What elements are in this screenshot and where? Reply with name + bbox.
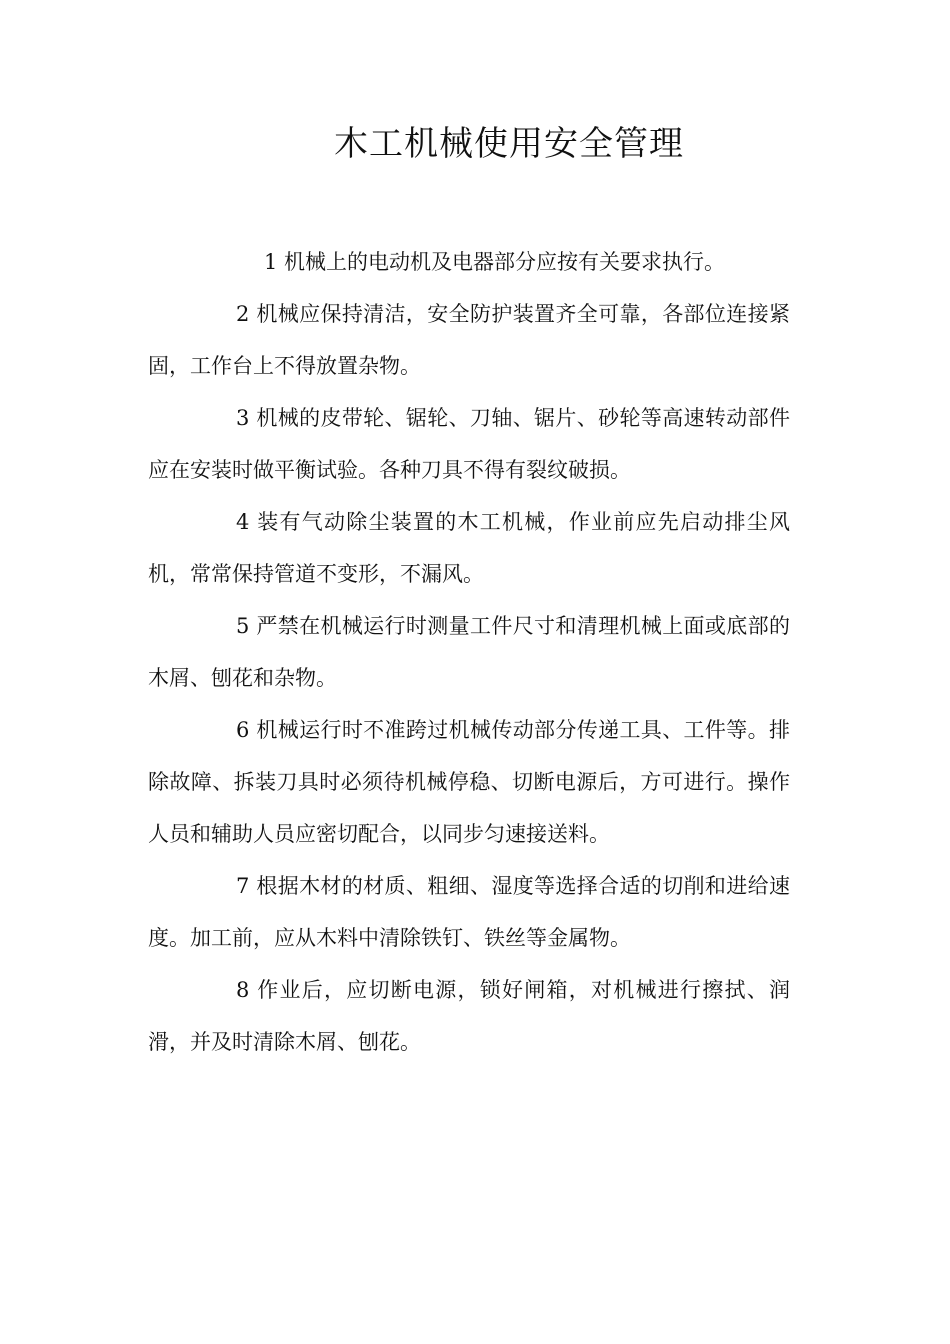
paragraph-3: 3 机械的皮带轮、锯轮、刀轴、锯片、砂轮等高速转动部件应在安装时做平衡试验。各种刀具不得有裂纹破损。 xyxy=(148,406,790,482)
paragraph-5: 5 严禁在机械运行时测量工件尺寸和清理机械上面或底部的木屑、刨花和杂物。 xyxy=(148,614,790,690)
paragraph-4: 4 装有气动除尘装置的木工机械，作业前应先启动排尘风机，常常保持管道不变形，不漏风。 xyxy=(148,510,790,586)
paragraph-7: 7 根据木材的材质、粗细、湿度等选择合适的切削和进给速度。加工前，应从木料中清除铁钉、铁丝等金属物。 xyxy=(148,874,790,950)
paragraph-2: 2 机械应保持清洁，安全防护装置齐全可靠，各部位连接紧固，工作台上不得放置杂物。 xyxy=(148,302,790,378)
paragraph-1: 1 机械上的电动机及电器部分应按有关要求执行。 xyxy=(264,250,726,274)
document-body xyxy=(148,236,790,1068)
paragraph-6: 6 机械运行时不准跨过机械传动部分传递工具、工件等。排除故障、拆装刀具时必须待机械停稳、切断电源后，方可进行。操作人员和辅助人员应密切配合，以同步匀速接送料。 xyxy=(148,718,790,846)
document-title: 木工机械使用安全管理 xyxy=(334,124,684,164)
paragraph-8: 8 作业后，应切断电源，锁好闸箱，对机械进行擦拭、润滑，并及时清除木屑、刨花。 xyxy=(148,978,790,1054)
